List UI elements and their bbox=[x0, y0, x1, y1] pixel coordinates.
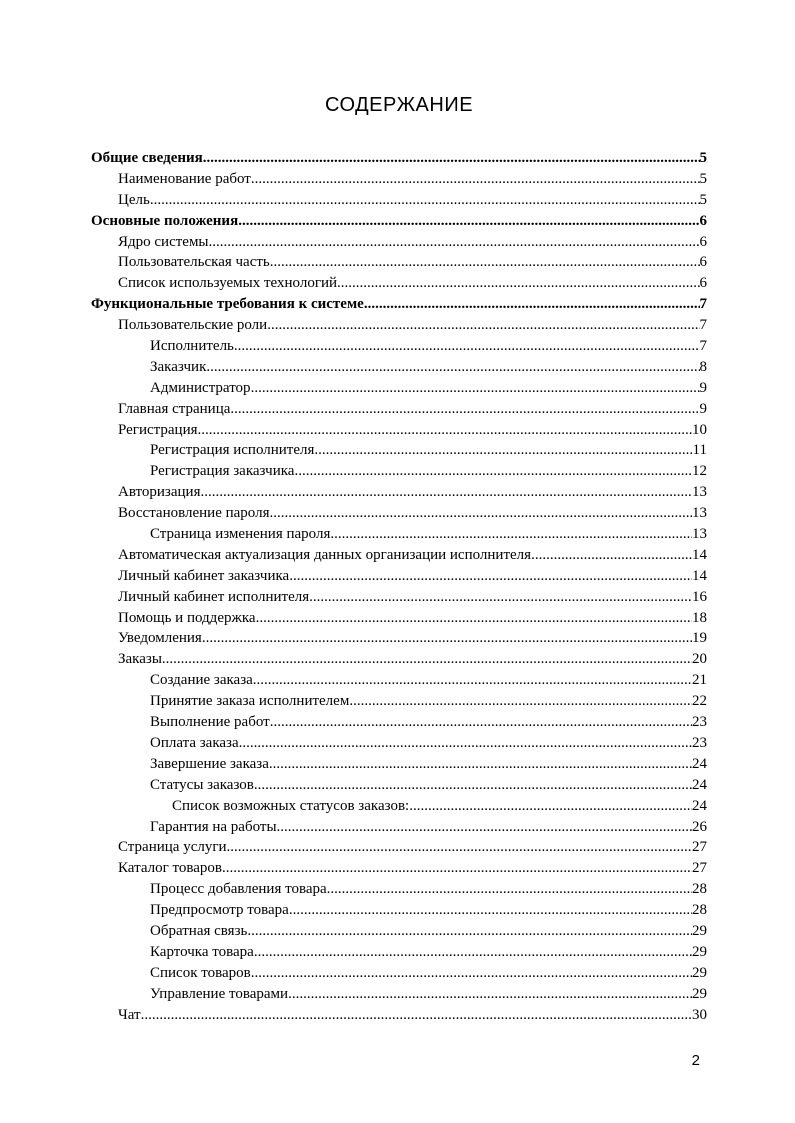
toc-dot-leader bbox=[203, 148, 700, 169]
toc-entry-label: Регистрация заказчика bbox=[150, 463, 295, 480]
toc-entry[interactable] bbox=[91, 545, 707, 566]
toc-dot-leader bbox=[254, 775, 692, 796]
toc-dot-leader bbox=[327, 879, 692, 900]
toc-entry-page-number: 5 bbox=[699, 170, 707, 187]
toc-entry-page-number: 19 bbox=[692, 630, 707, 647]
toc-dot-leader bbox=[349, 691, 692, 712]
toc-entry-label: Статусы заказов bbox=[150, 776, 254, 793]
toc-dot-leader bbox=[239, 733, 692, 754]
toc-entry[interactable] bbox=[91, 879, 707, 900]
toc-entry-page-number: 23 bbox=[692, 734, 707, 751]
toc-dot-leader bbox=[409, 796, 692, 817]
toc-entry-page-number: 8 bbox=[699, 358, 707, 375]
toc-entry[interactable] bbox=[91, 608, 707, 629]
toc-entry-page-number: 7 bbox=[699, 338, 707, 355]
toc-dot-leader bbox=[251, 378, 700, 399]
toc-entry-page-number: 6 bbox=[699, 254, 707, 271]
toc-entry-page-number: 9 bbox=[699, 379, 707, 396]
toc-entry-page-number: 13 bbox=[692, 484, 707, 501]
toc-entry-label: Пользовательская часть bbox=[118, 254, 270, 271]
toc-entry-label: Основные положения bbox=[91, 212, 239, 229]
toc-entry-page-number: 11 bbox=[692, 442, 707, 459]
toc-entry[interactable] bbox=[91, 837, 707, 858]
toc-dot-leader bbox=[330, 524, 692, 545]
toc-entry-label: Помощь и поддержка bbox=[118, 609, 256, 626]
toc-entry-page-number: 6 bbox=[699, 212, 707, 229]
toc-entry-label: Личный кабинет заказчика bbox=[118, 567, 290, 584]
toc-entry-page-number: 24 bbox=[692, 776, 707, 793]
toc-entry-label: Каталог товаров bbox=[118, 860, 222, 877]
toc-entry[interactable] bbox=[91, 503, 707, 524]
toc-entry-page-number: 20 bbox=[692, 651, 707, 668]
toc-entry-page-number: 7 bbox=[699, 296, 707, 313]
toc-entry-label: Автоматическая актуализация данных организации исполнителя bbox=[118, 546, 532, 563]
toc-entry-page-number: 30 bbox=[692, 1006, 707, 1023]
toc-dot-leader bbox=[251, 963, 692, 984]
toc-entry[interactable] bbox=[91, 524, 707, 545]
toc-entry-label: Администратор bbox=[150, 379, 251, 396]
toc-entry-label: Авторизация bbox=[118, 484, 201, 501]
toc-entry-label: Ядро системы bbox=[118, 233, 209, 250]
toc-entry-label: Пользовательские роли bbox=[118, 317, 268, 334]
toc-entry-label: Заказчик bbox=[150, 358, 207, 375]
toc-entry-page-number: 16 bbox=[692, 588, 707, 605]
toc-entry[interactable] bbox=[91, 357, 707, 378]
toc-entry[interactable] bbox=[91, 252, 707, 273]
toc-entry-label: Список возможных статусов заказов: bbox=[172, 797, 410, 814]
toc-entry-label: Заказы bbox=[118, 651, 162, 668]
toc-entry-page-number: 22 bbox=[692, 693, 707, 710]
toc-entry-label: Завершение заказа bbox=[150, 755, 269, 772]
toc-entry-page-number: 5 bbox=[699, 150, 707, 166]
toc-dot-leader bbox=[309, 587, 692, 608]
toc-entry-label: Наименование работ bbox=[118, 170, 251, 187]
toc-dot-leader bbox=[238, 211, 699, 232]
toc-dot-leader bbox=[227, 837, 692, 858]
toc-entry[interactable] bbox=[91, 858, 707, 879]
toc-entry[interactable] bbox=[91, 461, 707, 482]
toc-entry[interactable] bbox=[91, 190, 707, 211]
toc-entry-label: Выполнение работ bbox=[150, 714, 270, 731]
toc-entry-page-number: 29 bbox=[692, 943, 707, 960]
toc-entry-label: Страница изменения пароля bbox=[150, 526, 331, 543]
toc-dot-leader bbox=[256, 608, 692, 629]
toc-dot-leader bbox=[209, 232, 700, 253]
toc-dot-leader bbox=[269, 503, 692, 524]
toc-dot-leader bbox=[289, 900, 692, 921]
toc-entry[interactable] bbox=[91, 921, 707, 942]
toc-entry-page-number: 24 bbox=[692, 755, 707, 772]
toc-entry[interactable] bbox=[91, 733, 707, 754]
toc-entry-label: Функциональные требования к системе bbox=[91, 296, 364, 313]
toc-entry-page-number: 7 bbox=[699, 317, 707, 334]
toc-entry-page-number: 18 bbox=[692, 609, 707, 626]
toc-dot-leader bbox=[162, 649, 692, 670]
toc-entry[interactable] bbox=[91, 670, 707, 691]
toc-entry-page-number: 12 bbox=[692, 463, 707, 480]
toc-entry[interactable] bbox=[91, 482, 707, 503]
toc-entry-page-number: 10 bbox=[692, 421, 707, 438]
toc-entry[interactable] bbox=[91, 963, 707, 984]
toc-entry[interactable] bbox=[91, 649, 707, 670]
toc-entry-label: Гарантия на работы bbox=[150, 818, 277, 835]
toc-dot-leader bbox=[251, 169, 700, 190]
toc-entry[interactable] bbox=[91, 900, 707, 921]
toc-entry-label: Карточка товара bbox=[150, 943, 254, 960]
toc-dot-leader bbox=[230, 399, 699, 420]
toc-entry[interactable] bbox=[91, 294, 707, 315]
toc-dot-leader bbox=[289, 566, 692, 587]
footer-page-number: 2 bbox=[691, 1052, 700, 1069]
toc-entry-page-number: 13 bbox=[692, 505, 707, 522]
toc-entry-label: Личный кабинет исполнителя bbox=[118, 588, 310, 605]
toc-dot-leader bbox=[200, 482, 692, 503]
toc-entry-page-number: 21 bbox=[692, 672, 707, 689]
toc-entry-page-number: 26 bbox=[692, 818, 707, 835]
toc-entry-page-number: 13 bbox=[692, 526, 707, 543]
toc-entry-page-number: 14 bbox=[692, 567, 707, 584]
toc-dot-leader bbox=[314, 440, 692, 461]
toc-dot-leader bbox=[270, 252, 700, 273]
toc-entry-page-number: 27 bbox=[692, 860, 707, 877]
toc-entry-page-number: 6 bbox=[699, 275, 707, 292]
toc-entry-label: Общие сведения bbox=[91, 150, 203, 166]
toc-entry-label: Главная страница bbox=[118, 400, 231, 417]
toc-dot-leader bbox=[531, 545, 692, 566]
toc-entry-label: Процесс добавления товара bbox=[150, 881, 327, 898]
toc-entry-label: Список товаров bbox=[150, 964, 251, 981]
toc-entry-label: Создание заказа bbox=[150, 672, 253, 689]
toc-entry-label: Оплата заказа bbox=[150, 734, 239, 751]
toc-dot-leader bbox=[288, 984, 692, 1005]
toc-entry-page-number: 14 bbox=[692, 546, 707, 563]
page-title: СОДЕРЖАНИЕ bbox=[324, 94, 474, 116]
toc-dot-leader bbox=[247, 921, 692, 942]
toc-entry-page-number: 9 bbox=[699, 400, 707, 417]
toc-entry[interactable] bbox=[91, 1005, 707, 1026]
toc-entry[interactable] bbox=[91, 691, 707, 712]
toc-entry-label: Список используемых технологий bbox=[118, 275, 338, 292]
toc-dot-leader bbox=[364, 294, 700, 315]
toc-entry[interactable] bbox=[91, 587, 707, 608]
toc-dot-leader bbox=[202, 628, 692, 649]
toc-dot-leader bbox=[267, 315, 699, 336]
toc-entry-label: Цель bbox=[118, 191, 150, 208]
toc-entry-label: Управление товарами bbox=[150, 985, 289, 1002]
toc-entry-page-number: 29 bbox=[692, 985, 707, 1002]
toc-entry[interactable] bbox=[91, 378, 707, 399]
toc-entry[interactable] bbox=[91, 817, 707, 838]
toc-entry-label: Предпросмотр товара bbox=[150, 902, 289, 919]
toc-dot-leader bbox=[234, 336, 700, 357]
toc-dot-leader bbox=[270, 712, 692, 733]
toc-dot-leader bbox=[269, 754, 692, 775]
toc-dot-leader bbox=[150, 190, 700, 211]
toc-entry-page-number: 28 bbox=[692, 881, 707, 898]
toc-entry-page-number: 24 bbox=[692, 797, 707, 814]
toc-entry-label: Страница услуги bbox=[118, 839, 227, 856]
toc-entry-label: Регистрация bbox=[118, 421, 198, 438]
toc-entry-label: Восстановление пароля bbox=[118, 505, 270, 522]
toc-entry[interactable] bbox=[91, 984, 707, 1005]
table-of-contents bbox=[91, 148, 707, 1025]
toc-entry-page-number: 5 bbox=[699, 191, 707, 208]
toc-entry[interactable] bbox=[91, 754, 707, 775]
toc-entry[interactable] bbox=[91, 315, 707, 336]
toc-entry[interactable] bbox=[91, 775, 707, 796]
toc-entry[interactable] bbox=[91, 169, 707, 190]
toc-dot-leader bbox=[198, 420, 693, 441]
toc-entry-label: Исполнитель bbox=[150, 338, 234, 355]
toc-entry[interactable] bbox=[91, 232, 707, 253]
toc-entry[interactable] bbox=[91, 942, 707, 963]
toc-entry-label: Принятие заказа исполнителем bbox=[150, 693, 350, 710]
toc-dot-leader bbox=[294, 461, 692, 482]
toc-dot-leader bbox=[206, 357, 699, 378]
toc-entry[interactable] bbox=[91, 273, 707, 294]
toc-entry-label: Регистрация исполнителя bbox=[150, 442, 315, 459]
toc-dot-leader bbox=[222, 858, 692, 879]
toc-entry[interactable] bbox=[91, 336, 707, 357]
toc-entry-page-number: 29 bbox=[692, 922, 707, 939]
toc-entry-page-number: 23 bbox=[692, 714, 707, 731]
toc-entry[interactable] bbox=[91, 399, 707, 420]
toc-dot-leader bbox=[254, 942, 692, 963]
toc-dot-leader bbox=[337, 273, 699, 294]
toc-entry[interactable] bbox=[91, 440, 707, 461]
toc-entry-label: Обратная связь bbox=[150, 922, 248, 939]
toc-entry[interactable] bbox=[91, 420, 707, 441]
toc-dot-leader bbox=[253, 670, 692, 691]
toc-entry[interactable] bbox=[91, 712, 707, 733]
toc-entry-label: Чат bbox=[118, 1006, 141, 1023]
toc-entry-page-number: 27 bbox=[692, 839, 707, 856]
toc-entry-label: Уведомления bbox=[118, 630, 202, 647]
toc-entry[interactable] bbox=[91, 148, 707, 169]
toc-entry[interactable] bbox=[91, 211, 707, 232]
toc-entry[interactable] bbox=[91, 796, 707, 817]
toc-entry[interactable] bbox=[91, 628, 707, 649]
toc-entry-page-number: 6 bbox=[699, 233, 707, 250]
toc-dot-leader bbox=[277, 817, 692, 838]
toc-dot-leader bbox=[141, 1005, 692, 1026]
toc-entry-page-number: 28 bbox=[692, 902, 707, 919]
toc-entry[interactable] bbox=[91, 566, 707, 587]
toc-entry-page-number: 29 bbox=[692, 964, 707, 981]
